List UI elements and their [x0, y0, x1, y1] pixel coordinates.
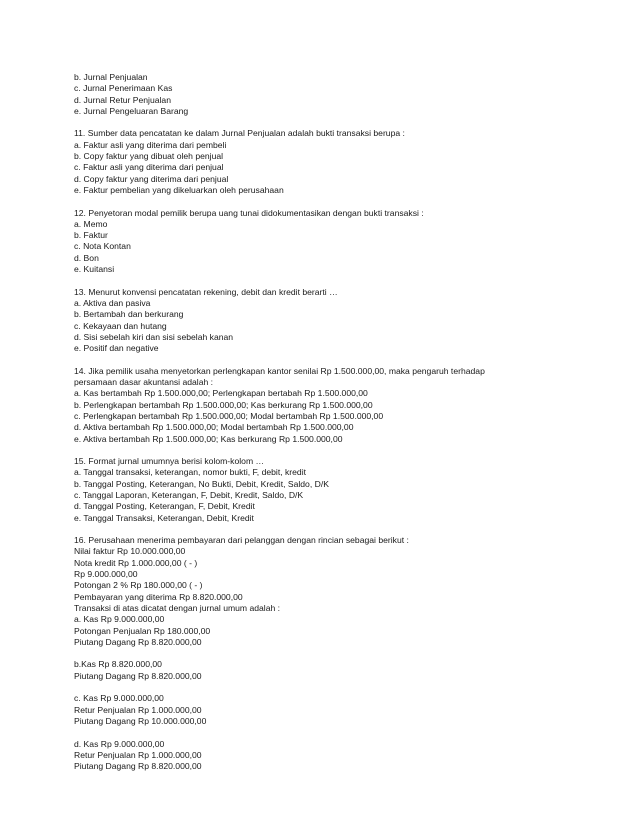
text-line: Piutang Dagang Rp 10.000.000,00: [74, 715, 207, 726]
question-block: [74, 693, 574, 727]
question-block: [74, 456, 574, 524]
text-line: Transaksi di atas dicatat dengan jurnal umum adalah :: [74, 602, 281, 613]
text-line: d. Jurnal Retur Penjualan: [74, 94, 171, 105]
text-line: c. Nota Kontan: [74, 241, 131, 252]
text-line: d. Kas Rp 9.000.000,00: [74, 738, 165, 749]
paragraph-gap: [74, 275, 574, 286]
text-line: a. Kas bertambah Rp 1.500.000,00; Perlengkapan bertabah Rp 1.500.000,00: [74, 388, 368, 399]
text-line: e. Faktur pembelian yang dikeluarkan oleh perusahaan: [74, 184, 284, 195]
text-line: b. Bertambah dan berkurang: [74, 309, 184, 320]
question-block: [74, 208, 574, 276]
paragraph-gap: [74, 196, 574, 207]
text-line: a. Kas Rp 9.000.000,00: [74, 614, 165, 625]
document-content: [74, 72, 574, 772]
text-line: d. Tanggal Posting, Keterangan, F, Debit, Kredit: [74, 501, 255, 512]
text-line: Nilai faktur Rp 10.000.000,00: [74, 546, 186, 557]
question-block: [74, 72, 574, 117]
question-block: [74, 535, 574, 648]
text-line: Rp 9.000.000,00: [74, 569, 138, 580]
text-line: c. Perlengkapan bertambah Rp 1.500.000,00; Modal bertambah Rp 1.500.000,00: [74, 410, 384, 421]
text-line: e. Aktiva bertambah Rp 1.500.000,00; Kas berkurang Rp 1.500.000,00: [74, 433, 343, 444]
text-line: 16. Perusahaan menerima pembayaran dari pelanggan dengan rincian sebagai berikut :: [74, 535, 409, 546]
text-line: e. Tanggal Transaksi, Keterangan, Debit, Kredit: [74, 512, 254, 523]
text-line: 13. Menurut konvensi pencatatan rekening, debit dan kredit berarti …: [74, 286, 338, 297]
text-line: e. Jurnal Pengeluaran Barang: [74, 105, 189, 116]
paragraph-gap: [74, 117, 574, 128]
question-block: [74, 287, 574, 355]
text-line: c. Tanggal Laporan, Keterangan, F, Debit, Kredit, Saldo, D/K: [74, 489, 304, 500]
text-line: 12. Penyetoran modal pemilik berupa uang tunai didokumentasikan dengan bukti transaksi :: [74, 207, 424, 218]
text-line: d. Bon: [74, 252, 99, 263]
paragraph-gap: [74, 648, 574, 659]
text-line: Pembayaran yang diterima Rp 8.820.000,00: [74, 591, 243, 602]
text-line: b. Jurnal Penjualan: [74, 72, 148, 82]
text-line: persamaan dasar akuntansi adalah :: [74, 377, 214, 388]
text-line: Retur Penjualan Rp 1.000.000,00: [74, 704, 202, 715]
text-line: b. Tanggal Posting, Keterangan, No Bukti, Debit, Kredit, Saldo, D/K: [74, 478, 329, 489]
text-line: b. Copy faktur yang dibuat oleh penjual: [74, 151, 224, 162]
question-block: [74, 659, 574, 682]
text-line: c. Jurnal Penerimaan Kas: [74, 83, 173, 94]
question-block: [74, 128, 574, 196]
text-line: Piutang Dagang Rp 8.820.000,00: [74, 761, 202, 772]
text-line: a. Faktur asli yang diterima dari pembeli: [74, 139, 227, 150]
text-line: Piutang Dagang Rp 8.820.000,00: [74, 670, 202, 681]
paragraph-gap: [74, 354, 574, 365]
paragraph-gap: [74, 727, 574, 738]
paragraph-gap: [74, 524, 574, 535]
question-block: [74, 739, 574, 773]
text-line: c. Faktur asli yang diterima dari penjual: [74, 162, 224, 173]
text-line: b.Kas Rp 8.820.000,00: [74, 659, 162, 670]
text-line: c. Kas Rp 9.000.000,00: [74, 693, 164, 704]
text-line: Potongan Penjualan Rp 180.000,00: [74, 625, 211, 636]
text-line: e. Positif dan negative: [74, 343, 159, 354]
text-line: b. Perlengkapan bertambah Rp 1.500.000,00; Kas berkurang Rp 1.500.000,00: [74, 399, 373, 410]
text-line: Nota kredit Rp 1.000.000,00 ( - ): [74, 557, 198, 568]
text-line: 15. Format jurnal umumnya berisi kolom-kolom …: [74, 456, 265, 467]
paragraph-gap: [74, 445, 574, 456]
text-line: a. Memo: [74, 218, 108, 229]
text-line: 14. Jika pemilik usaha menyetorkan perlengkapan kantor senilai Rp 1.500.000,00, maka pengaruh terhadap: [74, 365, 485, 376]
paragraph-gap: [74, 682, 574, 693]
text-line: Piutang Dagang Rp 8.820.000,00: [74, 636, 202, 647]
text-line: d. Sisi sebelah kiri dan sisi sebelah kanan: [74, 331, 234, 342]
text-line: e. Kuitansi: [74, 264, 115, 275]
question-block: [74, 366, 574, 445]
text-line: d. Aktiva bertambah Rp 1.500.000,00; Modal bertambah Rp 1.500.000,00: [74, 422, 354, 433]
text-line: 11. Sumber data pencatatan ke dalam Jurnal Penjualan adalah bukti transaksi berupa :: [74, 128, 405, 139]
text-line: b. Faktur: [74, 230, 108, 241]
text-line: Potongan 2 % Rp 180.000,00 ( - ): [74, 580, 203, 591]
text-line: c. Kekayaan dan hutang: [74, 320, 167, 331]
text-line: Retur Penjualan Rp 1.000.000,00: [74, 749, 202, 760]
text-line: a. Tanggal transaksi, keterangan, nomor bukti, F, debit, kredit: [74, 467, 307, 478]
text-line: a. Aktiva dan pasiva: [74, 297, 151, 308]
text-line: d. Copy faktur yang diterima dari penjual: [74, 173, 229, 184]
